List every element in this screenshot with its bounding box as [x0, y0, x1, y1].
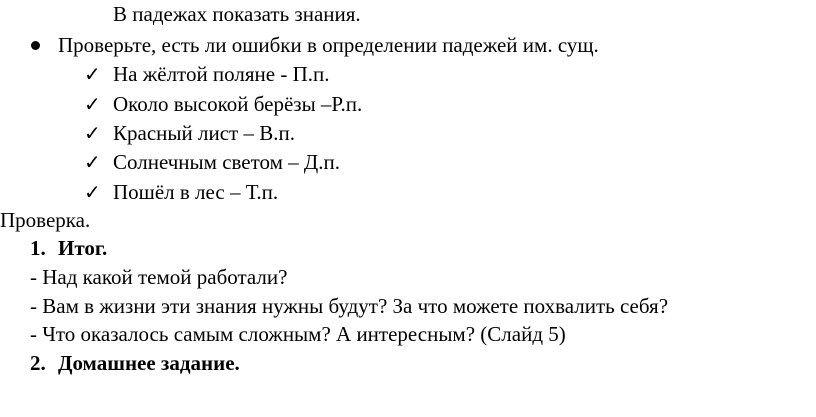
list-item: Около высокой берёзы –Р.п.: [113, 92, 363, 116]
list-item: На жёлтой поляне - П.п.: [113, 62, 330, 86]
homework-title: Домашнее задание.: [58, 351, 240, 375]
task-text: Проверьте, есть ли ошибки в определении падежей им. сущ.: [58, 33, 599, 57]
checkmark-icon: ✓: [84, 62, 101, 86]
checkmark-icon: ✓: [84, 180, 101, 204]
list-item: Красный лист – В.п.: [113, 121, 295, 145]
checkmark-icon: ✓: [84, 121, 101, 145]
summary-question: - Вам в жизни эти знания нужны будут? За что можете похвалить себя?: [30, 294, 669, 318]
summary-question: - Над какой темой работали?: [30, 265, 288, 289]
checkmark-icon: ✓: [84, 150, 101, 174]
check-label: Проверка.: [0, 208, 91, 232]
summary-number: 1.: [30, 236, 46, 260]
intro-text: В падежах показать знания.: [113, 2, 361, 26]
bullet-icon: [31, 41, 40, 50]
list-item: Пошёл в лес – Т.п.: [113, 180, 279, 204]
summary-title: Итог.: [58, 236, 108, 260]
homework-number: 2.: [30, 351, 46, 375]
summary-question: - Что оказалось самым сложным? А интересным? (Слайд 5): [30, 322, 566, 346]
list-item: Солнечным светом – Д.п.: [113, 150, 340, 174]
checkmark-icon: ✓: [84, 92, 101, 116]
